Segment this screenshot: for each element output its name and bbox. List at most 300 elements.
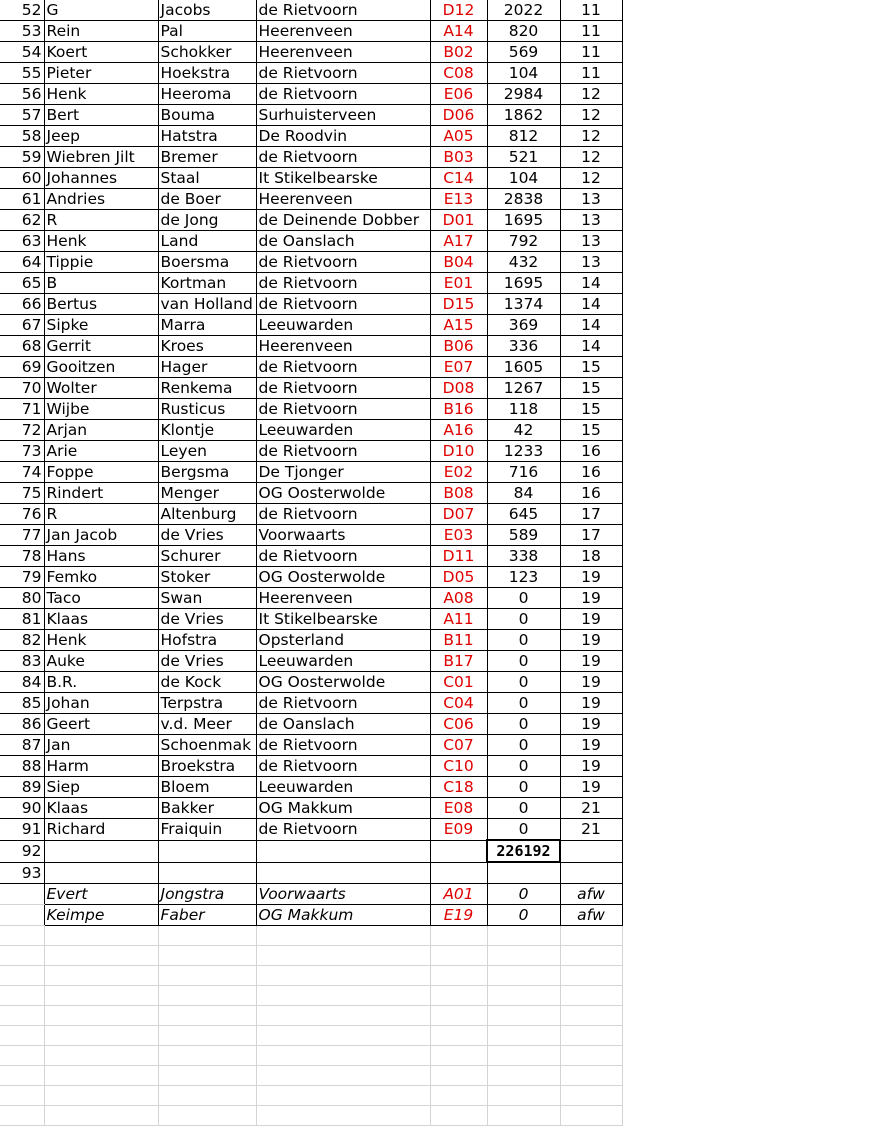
points-cell[interactable]: 820 bbox=[487, 21, 560, 42]
code-cell[interactable]: E07 bbox=[430, 357, 487, 378]
code-cell[interactable]: C10 bbox=[430, 756, 487, 777]
row-number[interactable]: 57 bbox=[0, 105, 44, 126]
code-cell[interactable]: A15 bbox=[430, 315, 487, 336]
row-number[interactable]: 73 bbox=[0, 441, 44, 462]
club-cell[interactable]: It Stikelbearske bbox=[256, 168, 430, 189]
blank-cell[interactable] bbox=[256, 1065, 430, 1085]
last-name-cell[interactable]: Kortman bbox=[158, 273, 256, 294]
row-number[interactable]: 90 bbox=[0, 798, 44, 819]
rank-cell[interactable]: 16 bbox=[560, 441, 622, 462]
code-cell[interactable] bbox=[430, 840, 487, 862]
blank-cell[interactable] bbox=[430, 1005, 487, 1025]
club-cell[interactable]: Voorwaarts bbox=[256, 525, 430, 546]
first-name-cell[interactable]: Jan bbox=[44, 735, 158, 756]
first-name-cell[interactable]: Evert bbox=[44, 883, 158, 904]
row-number[interactable]: 53 bbox=[0, 21, 44, 42]
blank-cell[interactable] bbox=[44, 1065, 158, 1085]
first-name-cell[interactable]: Jan Jacob bbox=[44, 525, 158, 546]
points-cell[interactable]: 0 bbox=[487, 735, 560, 756]
last-name-cell[interactable]: Land bbox=[158, 231, 256, 252]
row-number[interactable]: 83 bbox=[0, 651, 44, 672]
rank-cell[interactable]: 19 bbox=[560, 756, 622, 777]
blank-cell[interactable] bbox=[44, 1005, 158, 1025]
last-name-cell[interactable]: Hoekstra bbox=[158, 63, 256, 84]
last-name-cell[interactable]: Broekstra bbox=[158, 756, 256, 777]
points-cell[interactable]: 1605 bbox=[487, 357, 560, 378]
rank-cell[interactable] bbox=[560, 840, 622, 862]
row-number[interactable]: 61 bbox=[0, 189, 44, 210]
first-name-cell[interactable]: Arie bbox=[44, 441, 158, 462]
rank-cell[interactable]: 14 bbox=[560, 336, 622, 357]
rank-cell[interactable]: 12 bbox=[560, 147, 622, 168]
blank-cell[interactable] bbox=[44, 1085, 158, 1105]
rank-cell[interactable]: 17 bbox=[560, 525, 622, 546]
rank-cell[interactable]: 12 bbox=[560, 126, 622, 147]
points-cell[interactable]: 123 bbox=[487, 567, 560, 588]
code-cell[interactable]: E01 bbox=[430, 273, 487, 294]
code-cell[interactable]: D11 bbox=[430, 546, 487, 567]
club-cell[interactable]: de Oanslach bbox=[256, 714, 430, 735]
last-name-cell[interactable]: Klontje bbox=[158, 420, 256, 441]
blank-cell[interactable] bbox=[430, 945, 487, 965]
code-cell[interactable]: C14 bbox=[430, 168, 487, 189]
row-number[interactable]: 93 bbox=[0, 862, 44, 883]
club-cell[interactable] bbox=[256, 840, 430, 862]
first-name-cell[interactable]: Rindert bbox=[44, 483, 158, 504]
points-cell[interactable]: 336 bbox=[487, 336, 560, 357]
blank-cell[interactable] bbox=[256, 985, 430, 1005]
points-cell[interactable]: 521 bbox=[487, 147, 560, 168]
blank-cell[interactable] bbox=[158, 1045, 256, 1065]
blank-cell[interactable] bbox=[0, 1085, 44, 1105]
club-cell[interactable]: Heerenveen bbox=[256, 189, 430, 210]
club-cell[interactable]: de Rietvoorn bbox=[256, 252, 430, 273]
last-name-cell[interactable]: Bouma bbox=[158, 105, 256, 126]
last-name-cell[interactable]: de Boer bbox=[158, 189, 256, 210]
code-cell[interactable]: A17 bbox=[430, 231, 487, 252]
rank-cell[interactable]: 19 bbox=[560, 693, 622, 714]
first-name-cell[interactable]: Geert bbox=[44, 714, 158, 735]
row-number[interactable]: 65 bbox=[0, 273, 44, 294]
blank-cell[interactable] bbox=[487, 1085, 560, 1105]
last-name-cell[interactable]: Schoenmak bbox=[158, 735, 256, 756]
last-name-cell[interactable] bbox=[158, 862, 256, 883]
rank-cell[interactable]: 16 bbox=[560, 483, 622, 504]
row-number[interactable]: 67 bbox=[0, 315, 44, 336]
points-cell[interactable]: 0 bbox=[487, 883, 560, 904]
first-name-cell[interactable]: G bbox=[44, 0, 158, 21]
first-name-cell[interactable]: Arjan bbox=[44, 420, 158, 441]
row-number[interactable]: 82 bbox=[0, 630, 44, 651]
points-cell[interactable]: 2984 bbox=[487, 84, 560, 105]
code-cell[interactable]: B17 bbox=[430, 651, 487, 672]
club-cell[interactable]: de Rietvoorn bbox=[256, 357, 430, 378]
rank-cell[interactable]: 14 bbox=[560, 273, 622, 294]
rank-cell[interactable]: 15 bbox=[560, 420, 622, 441]
last-name-cell[interactable]: Kroes bbox=[158, 336, 256, 357]
club-cell[interactable]: de Rietvoorn bbox=[256, 147, 430, 168]
blank-cell[interactable] bbox=[560, 1045, 622, 1065]
points-cell[interactable]: 104 bbox=[487, 63, 560, 84]
first-name-cell[interactable]: Taco bbox=[44, 588, 158, 609]
blank-cell[interactable] bbox=[0, 985, 44, 1005]
blank-cell[interactable] bbox=[430, 1065, 487, 1085]
code-cell[interactable]: E02 bbox=[430, 462, 487, 483]
club-cell[interactable]: de Rietvoorn bbox=[256, 504, 430, 525]
blank-cell[interactable] bbox=[430, 1025, 487, 1045]
rank-cell[interactable]: 19 bbox=[560, 735, 622, 756]
code-cell[interactable]: D05 bbox=[430, 567, 487, 588]
code-cell[interactable]: D01 bbox=[430, 210, 487, 231]
blank-cell[interactable] bbox=[158, 985, 256, 1005]
rank-cell[interactable]: 17 bbox=[560, 504, 622, 525]
blank-cell[interactable] bbox=[158, 1065, 256, 1085]
club-cell[interactable]: de Rietvoorn bbox=[256, 0, 430, 21]
rank-cell[interactable]: afw bbox=[560, 883, 622, 904]
rank-cell[interactable]: 13 bbox=[560, 231, 622, 252]
club-cell[interactable]: Surhuisterveen bbox=[256, 105, 430, 126]
club-cell[interactable]: de Rietvoorn bbox=[256, 756, 430, 777]
points-cell[interactable]: 0 bbox=[487, 588, 560, 609]
row-number[interactable]: 85 bbox=[0, 693, 44, 714]
row-number[interactable]: 86 bbox=[0, 714, 44, 735]
code-cell[interactable]: B04 bbox=[430, 252, 487, 273]
code-cell[interactable]: B08 bbox=[430, 483, 487, 504]
points-cell[interactable]: 84 bbox=[487, 483, 560, 504]
blank-cell[interactable] bbox=[0, 1065, 44, 1085]
points-cell[interactable]: 716 bbox=[487, 462, 560, 483]
club-cell[interactable]: Heerenveen bbox=[256, 21, 430, 42]
points-cell[interactable]: 104 bbox=[487, 168, 560, 189]
club-cell[interactable]: Opsterland bbox=[256, 630, 430, 651]
row-number[interactable]: 77 bbox=[0, 525, 44, 546]
rank-cell[interactable]: 12 bbox=[560, 84, 622, 105]
club-cell[interactable]: Leeuwarden bbox=[256, 315, 430, 336]
row-number[interactable]: 59 bbox=[0, 147, 44, 168]
row-number[interactable]: 66 bbox=[0, 294, 44, 315]
points-cell[interactable]: 0 bbox=[487, 904, 560, 925]
row-number[interactable]: 74 bbox=[0, 462, 44, 483]
points-cell[interactable]: 0 bbox=[487, 609, 560, 630]
row-number[interactable]: 76 bbox=[0, 504, 44, 525]
blank-cell[interactable] bbox=[487, 945, 560, 965]
last-name-cell[interactable]: Fraiquin bbox=[158, 819, 256, 841]
row-number[interactable]: 84 bbox=[0, 672, 44, 693]
code-cell[interactable]: A11 bbox=[430, 609, 487, 630]
points-cell[interactable]: 118 bbox=[487, 399, 560, 420]
rank-cell[interactable]: 19 bbox=[560, 609, 622, 630]
blank-cell[interactable] bbox=[560, 1085, 622, 1105]
first-name-cell[interactable]: Harm bbox=[44, 756, 158, 777]
rank-cell[interactable]: 19 bbox=[560, 672, 622, 693]
blank-cell[interactable] bbox=[44, 945, 158, 965]
code-cell[interactable]: C07 bbox=[430, 735, 487, 756]
row-number[interactable]: 92 bbox=[0, 840, 44, 862]
blank-cell[interactable] bbox=[560, 1005, 622, 1025]
first-name-cell[interactable]: Tippie bbox=[44, 252, 158, 273]
rank-cell[interactable]: 18 bbox=[560, 546, 622, 567]
blank-cell[interactable] bbox=[44, 1105, 158, 1125]
points-cell[interactable]: 1374 bbox=[487, 294, 560, 315]
last-name-cell[interactable]: Bakker bbox=[158, 798, 256, 819]
first-name-cell[interactable]: B bbox=[44, 273, 158, 294]
last-name-cell[interactable]: Bremer bbox=[158, 147, 256, 168]
first-name-cell[interactable]: Klaas bbox=[44, 609, 158, 630]
code-cell[interactable]: B02 bbox=[430, 42, 487, 63]
rank-cell[interactable]: 19 bbox=[560, 630, 622, 651]
club-cell[interactable]: Leeuwarden bbox=[256, 777, 430, 798]
last-name-cell[interactable]: Hatstra bbox=[158, 126, 256, 147]
club-cell[interactable]: OG Makkum bbox=[256, 904, 430, 925]
points-cell[interactable]: 0 bbox=[487, 672, 560, 693]
blank-cell[interactable] bbox=[487, 1045, 560, 1065]
blank-cell[interactable] bbox=[158, 1005, 256, 1025]
points-cell[interactable]: 0 bbox=[487, 756, 560, 777]
points-cell[interactable] bbox=[487, 862, 560, 883]
blank-cell[interactable] bbox=[430, 925, 487, 945]
last-name-cell[interactable]: Bergsma bbox=[158, 462, 256, 483]
first-name-cell[interactable]: Auke bbox=[44, 651, 158, 672]
rank-cell[interactable]: 14 bbox=[560, 294, 622, 315]
points-cell[interactable]: 589 bbox=[487, 525, 560, 546]
blank-cell[interactable] bbox=[487, 925, 560, 945]
club-cell[interactable]: It Stikelbearske bbox=[256, 609, 430, 630]
rank-cell[interactable]: 13 bbox=[560, 210, 622, 231]
last-name-cell[interactable]: Schurer bbox=[158, 546, 256, 567]
code-cell[interactable]: A05 bbox=[430, 126, 487, 147]
club-cell[interactable]: OG Oosterwolde bbox=[256, 483, 430, 504]
row-number[interactable]: 80 bbox=[0, 588, 44, 609]
points-cell[interactable]: 369 bbox=[487, 315, 560, 336]
rank-cell[interactable]: 11 bbox=[560, 63, 622, 84]
blank-cell[interactable] bbox=[560, 1065, 622, 1085]
first-name-cell[interactable]: Bert bbox=[44, 105, 158, 126]
blank-cell[interactable] bbox=[487, 1025, 560, 1045]
club-cell[interactable]: de Oanslach bbox=[256, 231, 430, 252]
code-cell[interactable]: E08 bbox=[430, 798, 487, 819]
row-number[interactable]: 79 bbox=[0, 567, 44, 588]
last-name-cell[interactable]: Rusticus bbox=[158, 399, 256, 420]
club-cell[interactable]: de Rietvoorn bbox=[256, 735, 430, 756]
code-cell[interactable]: D07 bbox=[430, 504, 487, 525]
club-cell[interactable]: de Deinende Dobber bbox=[256, 210, 430, 231]
first-name-cell[interactable] bbox=[44, 840, 158, 862]
blank-cell[interactable] bbox=[0, 1025, 44, 1045]
club-cell[interactable]: de Rietvoorn bbox=[256, 546, 430, 567]
row-number[interactable]: 71 bbox=[0, 399, 44, 420]
club-cell[interactable]: de Rietvoorn bbox=[256, 294, 430, 315]
blank-cell[interactable] bbox=[158, 945, 256, 965]
rank-cell[interactable]: 11 bbox=[560, 0, 622, 21]
points-cell[interactable]: 0 bbox=[487, 630, 560, 651]
first-name-cell[interactable]: B.R. bbox=[44, 672, 158, 693]
first-name-cell[interactable]: Pieter bbox=[44, 63, 158, 84]
points-cell[interactable]: 1862 bbox=[487, 105, 560, 126]
rank-cell[interactable]: 15 bbox=[560, 399, 622, 420]
blank-cell[interactable] bbox=[0, 1045, 44, 1065]
blank-cell[interactable] bbox=[256, 965, 430, 985]
code-cell[interactable]: D06 bbox=[430, 105, 487, 126]
blank-cell[interactable] bbox=[0, 1105, 44, 1125]
first-name-cell[interactable]: R bbox=[44, 210, 158, 231]
last-name-cell[interactable]: Faber bbox=[158, 904, 256, 925]
first-name-cell[interactable] bbox=[44, 862, 158, 883]
blank-cell[interactable] bbox=[256, 925, 430, 945]
row-number[interactable] bbox=[0, 904, 44, 925]
blank-cell[interactable] bbox=[44, 1025, 158, 1045]
points-cell[interactable]: 1233 bbox=[487, 441, 560, 462]
row-number[interactable]: 54 bbox=[0, 42, 44, 63]
first-name-cell[interactable]: Wijbe bbox=[44, 399, 158, 420]
club-cell[interactable]: De Tjonger bbox=[256, 462, 430, 483]
blank-cell[interactable] bbox=[158, 1025, 256, 1045]
blank-cell[interactable] bbox=[256, 1105, 430, 1125]
blank-cell[interactable] bbox=[560, 965, 622, 985]
blank-cell[interactable] bbox=[430, 1105, 487, 1125]
club-cell[interactable]: OG Oosterwolde bbox=[256, 672, 430, 693]
last-name-cell[interactable]: Stoker bbox=[158, 567, 256, 588]
points-cell[interactable]: 42 bbox=[487, 420, 560, 441]
row-number[interactable]: 75 bbox=[0, 483, 44, 504]
blank-cell[interactable] bbox=[560, 985, 622, 1005]
first-name-cell[interactable]: Wiebren Jilt bbox=[44, 147, 158, 168]
club-cell[interactable]: Voorwaarts bbox=[256, 883, 430, 904]
code-cell[interactable]: C01 bbox=[430, 672, 487, 693]
last-name-cell[interactable]: Altenburg bbox=[158, 504, 256, 525]
last-name-cell[interactable]: Schokker bbox=[158, 42, 256, 63]
blank-cell[interactable] bbox=[256, 1025, 430, 1045]
last-name-cell[interactable]: Jongstra bbox=[158, 883, 256, 904]
row-number[interactable]: 69 bbox=[0, 357, 44, 378]
club-cell[interactable]: de Rietvoorn bbox=[256, 693, 430, 714]
row-number[interactable]: 88 bbox=[0, 756, 44, 777]
rank-cell[interactable]: 21 bbox=[560, 798, 622, 819]
club-cell[interactable]: OG Oosterwolde bbox=[256, 567, 430, 588]
blank-cell[interactable] bbox=[430, 985, 487, 1005]
rank-cell[interactable]: 21 bbox=[560, 819, 622, 841]
code-cell[interactable]: B03 bbox=[430, 147, 487, 168]
blank-cell[interactable] bbox=[158, 1105, 256, 1125]
first-name-cell[interactable]: Gerrit bbox=[44, 336, 158, 357]
rank-cell[interactable]: 19 bbox=[560, 714, 622, 735]
code-cell[interactable]: D15 bbox=[430, 294, 487, 315]
code-cell[interactable]: C08 bbox=[430, 63, 487, 84]
first-name-cell[interactable]: Hans bbox=[44, 546, 158, 567]
code-cell[interactable]: A08 bbox=[430, 588, 487, 609]
row-number[interactable]: 81 bbox=[0, 609, 44, 630]
row-number[interactable] bbox=[0, 883, 44, 904]
blank-cell[interactable] bbox=[0, 925, 44, 945]
blank-cell[interactable] bbox=[487, 1005, 560, 1025]
code-cell[interactable]: E19 bbox=[430, 904, 487, 925]
first-name-cell[interactable]: Andries bbox=[44, 189, 158, 210]
club-cell[interactable]: de Rietvoorn bbox=[256, 378, 430, 399]
first-name-cell[interactable]: Klaas bbox=[44, 798, 158, 819]
code-cell[interactable]: E13 bbox=[430, 189, 487, 210]
last-name-cell[interactable]: Terpstra bbox=[158, 693, 256, 714]
rank-cell[interactable]: 19 bbox=[560, 777, 622, 798]
last-name-cell[interactable]: van Holland bbox=[158, 294, 256, 315]
code-cell[interactable]: E03 bbox=[430, 525, 487, 546]
rank-cell[interactable] bbox=[560, 862, 622, 883]
blank-cell[interactable] bbox=[44, 985, 158, 1005]
blank-cell[interactable] bbox=[256, 1045, 430, 1065]
last-name-cell[interactable]: Bloem bbox=[158, 777, 256, 798]
code-cell[interactable]: A14 bbox=[430, 21, 487, 42]
club-cell[interactable] bbox=[256, 862, 430, 883]
club-cell[interactable]: de Rietvoorn bbox=[256, 273, 430, 294]
first-name-cell[interactable]: Henk bbox=[44, 84, 158, 105]
row-number[interactable]: 63 bbox=[0, 231, 44, 252]
blank-cell[interactable] bbox=[158, 965, 256, 985]
first-name-cell[interactable]: Sipke bbox=[44, 315, 158, 336]
club-cell[interactable]: Leeuwarden bbox=[256, 420, 430, 441]
points-cell[interactable]: 432 bbox=[487, 252, 560, 273]
last-name-cell[interactable]: v.d. Meer bbox=[158, 714, 256, 735]
row-number[interactable]: 58 bbox=[0, 126, 44, 147]
club-cell[interactable]: Leeuwarden bbox=[256, 651, 430, 672]
blank-cell[interactable] bbox=[0, 945, 44, 965]
rank-cell[interactable]: 11 bbox=[560, 42, 622, 63]
last-name-cell[interactable]: Leyen bbox=[158, 441, 256, 462]
last-name-cell[interactable]: Renkema bbox=[158, 378, 256, 399]
first-name-cell[interactable]: Bertus bbox=[44, 294, 158, 315]
last-name-cell[interactable]: de Vries bbox=[158, 609, 256, 630]
rank-cell[interactable]: 12 bbox=[560, 105, 622, 126]
club-cell[interactable]: Heerenveen bbox=[256, 588, 430, 609]
blank-cell[interactable] bbox=[560, 925, 622, 945]
blank-cell[interactable] bbox=[44, 965, 158, 985]
row-number[interactable]: 89 bbox=[0, 777, 44, 798]
last-name-cell[interactable]: Menger bbox=[158, 483, 256, 504]
last-name-cell[interactable]: de Vries bbox=[158, 651, 256, 672]
rank-cell[interactable]: 15 bbox=[560, 378, 622, 399]
points-cell[interactable]: 812 bbox=[487, 126, 560, 147]
code-cell[interactable]: C04 bbox=[430, 693, 487, 714]
last-name-cell[interactable]: Boersma bbox=[158, 252, 256, 273]
first-name-cell[interactable]: R bbox=[44, 504, 158, 525]
club-cell[interactable]: de Rietvoorn bbox=[256, 819, 430, 841]
row-number[interactable]: 68 bbox=[0, 336, 44, 357]
points-cell[interactable]: 1695 bbox=[487, 210, 560, 231]
blank-cell[interactable] bbox=[256, 945, 430, 965]
first-name-cell[interactable]: Johan bbox=[44, 693, 158, 714]
last-name-cell[interactable]: Marra bbox=[158, 315, 256, 336]
code-cell[interactable]: B16 bbox=[430, 399, 487, 420]
code-cell[interactable]: E09 bbox=[430, 819, 487, 841]
row-number[interactable]: 78 bbox=[0, 546, 44, 567]
rank-cell[interactable]: 11 bbox=[560, 21, 622, 42]
last-name-cell[interactable]: de Vries bbox=[158, 525, 256, 546]
blank-cell[interactable] bbox=[158, 1085, 256, 1105]
rank-cell[interactable]: 19 bbox=[560, 567, 622, 588]
points-cell[interactable]: 645 bbox=[487, 504, 560, 525]
points-cell[interactable]: 0 bbox=[487, 798, 560, 819]
code-cell[interactable]: A16 bbox=[430, 420, 487, 441]
club-cell[interactable]: Heerenveen bbox=[256, 336, 430, 357]
rank-cell[interactable]: 12 bbox=[560, 168, 622, 189]
last-name-cell[interactable]: Heeroma bbox=[158, 84, 256, 105]
first-name-cell[interactable]: Henk bbox=[44, 231, 158, 252]
club-cell[interactable]: de Rietvoorn bbox=[256, 84, 430, 105]
code-cell[interactable]: B06 bbox=[430, 336, 487, 357]
code-cell[interactable]: D12 bbox=[430, 0, 487, 21]
club-cell[interactable]: de Rietvoorn bbox=[256, 441, 430, 462]
blank-cell[interactable] bbox=[560, 945, 622, 965]
rank-cell[interactable]: 13 bbox=[560, 189, 622, 210]
row-number[interactable]: 72 bbox=[0, 420, 44, 441]
points-cell[interactable]: 1695 bbox=[487, 273, 560, 294]
